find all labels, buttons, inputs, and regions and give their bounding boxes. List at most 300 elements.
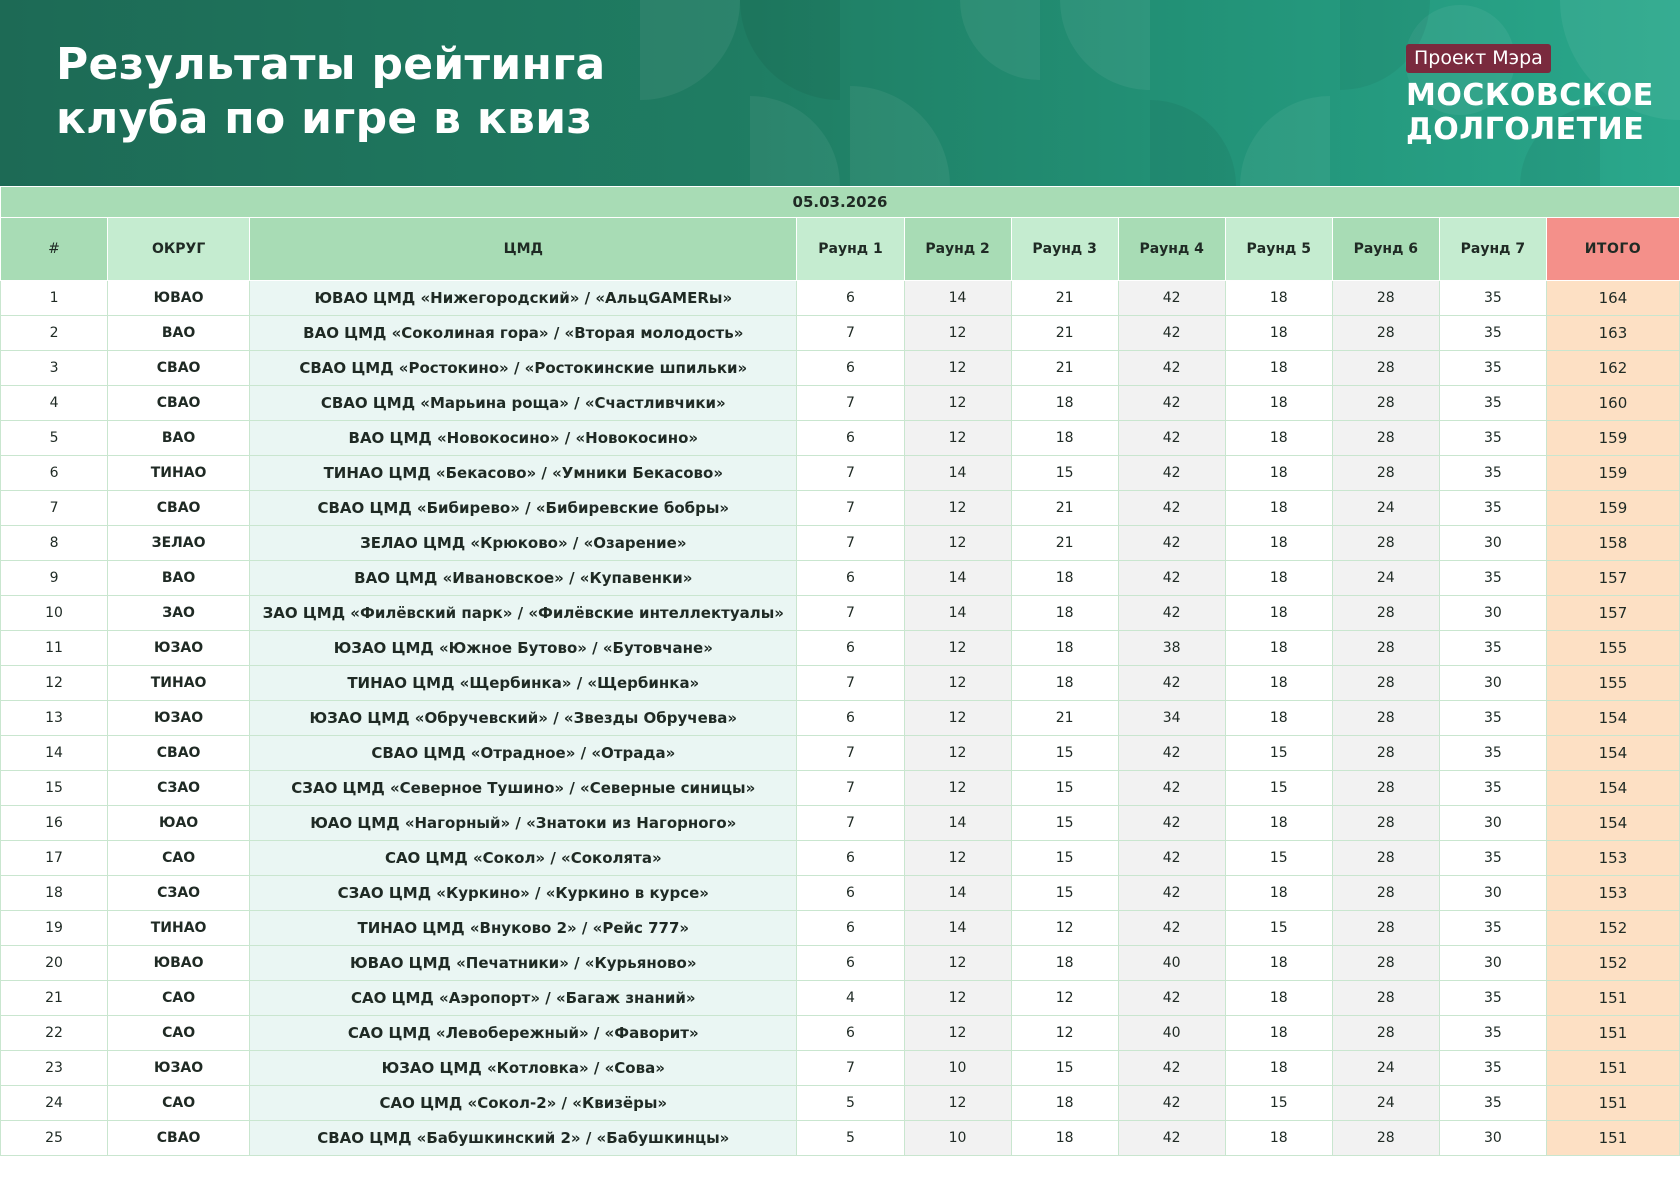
cell-round-5: 15: [1225, 771, 1332, 806]
cell-okrug: ЮЗАО: [108, 631, 250, 666]
cell-round-2: 14: [904, 806, 1011, 841]
cell-round-5: 18: [1225, 981, 1332, 1016]
cell-round-1: 7: [797, 736, 904, 771]
cell-round-4: 42: [1118, 561, 1225, 596]
cell-round-7: 35: [1439, 771, 1546, 806]
cell-total: 164: [1546, 281, 1679, 316]
cell-round-4: 42: [1118, 386, 1225, 421]
col-header-round-6: Раунд 6: [1332, 218, 1439, 281]
cell-round-4: 42: [1118, 351, 1225, 386]
cell-cmd: СВАО ЦМД «Бабушкинский 2» / «Бабушкинцы»: [250, 1121, 797, 1156]
cell-round-2: 12: [904, 386, 1011, 421]
cell-round-3: 18: [1011, 631, 1118, 666]
cell-round-5: 18: [1225, 561, 1332, 596]
cell-round-1: 7: [797, 316, 904, 351]
cell-round-3: 18: [1011, 1121, 1118, 1156]
cell-round-5: 18: [1225, 666, 1332, 701]
cell-round-4: 42: [1118, 1051, 1225, 1086]
cell-cmd: СВАО ЦМД «Марьина роща» / «Счастливчики»: [250, 386, 797, 421]
cell-round-6: 28: [1332, 1016, 1439, 1051]
header-banner: [0, 0, 1680, 186]
cell-cmd: ЮЗАО ЦМД «Обручевский» / «Звезды Обручева»: [250, 701, 797, 736]
cell-round-6: 24: [1332, 561, 1439, 596]
cell-round-4: 40: [1118, 1016, 1225, 1051]
cell-round-1: 7: [797, 666, 904, 701]
cell-num: 13: [1, 701, 108, 736]
cell-round-1: 6: [797, 841, 904, 876]
cell-num: 4: [1, 386, 108, 421]
cell-cmd: СЗАО ЦМД «Северное Тушино» / «Северные синицы»: [250, 771, 797, 806]
cell-total: 151: [1546, 981, 1679, 1016]
cell-round-4: 42: [1118, 666, 1225, 701]
table-row: [1, 596, 1680, 631]
cell-round-5: 18: [1225, 701, 1332, 736]
cell-round-2: 10: [904, 1121, 1011, 1156]
cell-total: 153: [1546, 841, 1679, 876]
cell-round-2: 12: [904, 316, 1011, 351]
cell-okrug: САО: [108, 1016, 250, 1051]
cell-round-1: 7: [797, 806, 904, 841]
cell-num: 1: [1, 281, 108, 316]
table-row: [1, 561, 1680, 596]
cell-round-4: 40: [1118, 946, 1225, 981]
cell-total: 158: [1546, 526, 1679, 561]
cell-okrug: ЗЕЛАО: [108, 526, 250, 561]
cell-okrug: СВАО: [108, 351, 250, 386]
cell-round-5: 18: [1225, 946, 1332, 981]
cell-round-4: 42: [1118, 806, 1225, 841]
cell-round-2: 12: [904, 351, 1011, 386]
cell-round-6: 28: [1332, 1121, 1439, 1156]
cell-okrug: СЗАО: [108, 876, 250, 911]
cell-round-4: 42: [1118, 911, 1225, 946]
cell-num: 10: [1, 596, 108, 631]
cell-round-7: 30: [1439, 946, 1546, 981]
cell-round-7: 35: [1439, 421, 1546, 456]
cell-num: 6: [1, 456, 108, 491]
cell-round-6: 28: [1332, 281, 1439, 316]
col-header-round-5: Раунд 5: [1225, 218, 1332, 281]
cell-num: 19: [1, 911, 108, 946]
cell-num: 25: [1, 1121, 108, 1156]
cell-okrug: СВАО: [108, 1121, 250, 1156]
cell-round-2: 14: [904, 456, 1011, 491]
cell-total: 154: [1546, 736, 1679, 771]
cell-round-1: 6: [797, 1016, 904, 1051]
cell-round-1: 6: [797, 561, 904, 596]
brand-line-2: ДОЛГОЛЕТИЕ: [1406, 112, 1645, 147]
cell-round-4: 42: [1118, 316, 1225, 351]
cell-round-5: 18: [1225, 876, 1332, 911]
cell-total: 154: [1546, 701, 1679, 736]
cell-round-5: 18: [1225, 526, 1332, 561]
cell-cmd: СВАО ЦМД «Бибирево» / «Бибиревские бобры»: [250, 491, 797, 526]
cell-okrug: СВАО: [108, 386, 250, 421]
col-header-total: ИТОГО: [1546, 218, 1679, 281]
cell-round-5: 18: [1225, 1051, 1332, 1086]
cell-round-3: 15: [1011, 841, 1118, 876]
cell-round-1: 5: [797, 1086, 904, 1121]
cell-round-6: 28: [1332, 736, 1439, 771]
cell-num: 11: [1, 631, 108, 666]
cell-round-5: 18: [1225, 456, 1332, 491]
cell-round-2: 14: [904, 281, 1011, 316]
page-title: [56, 38, 605, 146]
cell-round-1: 7: [797, 596, 904, 631]
cell-round-3: 15: [1011, 456, 1118, 491]
cell-total: 155: [1546, 666, 1679, 701]
table-row: [1, 316, 1680, 351]
cell-round-1: 4: [797, 981, 904, 1016]
cell-cmd: СЗАО ЦМД «Куркино» / «Куркино в курсе»: [250, 876, 797, 911]
cell-round-2: 10: [904, 1051, 1011, 1086]
table-row: [1, 491, 1680, 526]
title-line-2: клуба по игре в квиз: [56, 93, 593, 144]
table-row: [1, 981, 1680, 1016]
cell-round-3: 15: [1011, 876, 1118, 911]
cell-total: 152: [1546, 946, 1679, 981]
cell-total: 154: [1546, 806, 1679, 841]
brand-badge: Проект Мэра: [1406, 44, 1551, 73]
cell-total: 153: [1546, 876, 1679, 911]
cell-round-7: 30: [1439, 526, 1546, 561]
cell-round-3: 12: [1011, 981, 1118, 1016]
cell-round-1: 6: [797, 911, 904, 946]
cell-cmd: ТИНАО ЦМД «Внуково 2» / «Рейс 777»: [250, 911, 797, 946]
cell-cmd: ЗАО ЦМД «Филёвский парк» / «Филёвские интеллектуалы»: [250, 596, 797, 631]
cell-okrug: СВАО: [108, 491, 250, 526]
cell-round-7: 35: [1439, 491, 1546, 526]
cell-round-3: 12: [1011, 1016, 1118, 1051]
cell-round-5: 15: [1225, 736, 1332, 771]
cell-round-2: 14: [904, 596, 1011, 631]
cell-okrug: ЮЗАО: [108, 1051, 250, 1086]
cell-num: 8: [1, 526, 108, 561]
cell-round-7: 35: [1439, 561, 1546, 596]
cell-num: 21: [1, 981, 108, 1016]
table-row: [1, 946, 1680, 981]
cell-round-6: 28: [1332, 806, 1439, 841]
cell-cmd: ТИНАО ЦМД «Щербинка» / «Щербинка»: [250, 666, 797, 701]
table-row: [1, 631, 1680, 666]
cell-cmd: ТИНАО ЦМД «Бекасово» / «Умники Бекасово»: [250, 456, 797, 491]
cell-round-4: 42: [1118, 596, 1225, 631]
table-row: [1, 701, 1680, 736]
cell-round-3: 18: [1011, 386, 1118, 421]
title-line-1: Результаты рейтинга: [56, 39, 606, 90]
cell-round-6: 24: [1332, 1051, 1439, 1086]
cell-round-4: 34: [1118, 701, 1225, 736]
cell-round-3: 18: [1011, 561, 1118, 596]
cell-round-1: 7: [797, 1051, 904, 1086]
cell-round-5: 18: [1225, 281, 1332, 316]
col-header-num: #: [1, 218, 108, 281]
cell-round-4: 42: [1118, 876, 1225, 911]
cell-cmd: ВАО ЦМД «Новокосино» / «Новокосино»: [250, 421, 797, 456]
cell-okrug: ТИНАО: [108, 666, 250, 701]
cell-round-3: 18: [1011, 596, 1118, 631]
cell-okrug: ЮВАО: [108, 281, 250, 316]
cell-round-4: 42: [1118, 771, 1225, 806]
cell-round-3: 21: [1011, 351, 1118, 386]
table-row: [1, 876, 1680, 911]
cell-round-6: 24: [1332, 491, 1439, 526]
cell-round-7: 35: [1439, 841, 1546, 876]
cell-total: 159: [1546, 491, 1679, 526]
cell-round-7: 35: [1439, 701, 1546, 736]
cell-round-5: 18: [1225, 491, 1332, 526]
cell-num: 17: [1, 841, 108, 876]
cell-round-5: 18: [1225, 631, 1332, 666]
table-row: [1, 1016, 1680, 1051]
cell-round-2: 12: [904, 946, 1011, 981]
cell-round-4: 42: [1118, 456, 1225, 491]
cell-round-1: 6: [797, 631, 904, 666]
cell-cmd: ЮЗАО ЦМД «Южное Бутово» / «Бутовчане»: [250, 631, 797, 666]
cell-round-5: 18: [1225, 1016, 1332, 1051]
brand-logo: [1406, 44, 1654, 147]
cell-total: 151: [1546, 1086, 1679, 1121]
table-row: [1, 386, 1680, 421]
cell-round-1: 6: [797, 351, 904, 386]
cell-total: 159: [1546, 456, 1679, 491]
cell-round-3: 15: [1011, 736, 1118, 771]
cell-okrug: ВАО: [108, 561, 250, 596]
cell-round-6: 28: [1332, 351, 1439, 386]
cell-round-7: 35: [1439, 316, 1546, 351]
cell-round-7: 35: [1439, 1016, 1546, 1051]
cell-round-6: 28: [1332, 421, 1439, 456]
cell-round-3: 21: [1011, 316, 1118, 351]
cell-num: 9: [1, 561, 108, 596]
cell-round-3: 18: [1011, 421, 1118, 456]
table-row: [1, 351, 1680, 386]
cell-round-3: 21: [1011, 491, 1118, 526]
cell-round-2: 12: [904, 491, 1011, 526]
table-row: [1, 736, 1680, 771]
cell-round-2: 12: [904, 771, 1011, 806]
cell-round-5: 15: [1225, 1086, 1332, 1121]
table-row: [1, 1086, 1680, 1121]
cell-total: 151: [1546, 1016, 1679, 1051]
col-header-round-3: Раунд 3: [1011, 218, 1118, 281]
cell-round-1: 5: [797, 1121, 904, 1156]
cell-num: 23: [1, 1051, 108, 1086]
cell-round-5: 18: [1225, 806, 1332, 841]
cell-round-7: 30: [1439, 876, 1546, 911]
table-row: [1, 421, 1680, 456]
cell-round-4: 42: [1118, 491, 1225, 526]
table-body: [1, 281, 1680, 1156]
cell-round-5: 15: [1225, 911, 1332, 946]
cell-round-5: 18: [1225, 421, 1332, 456]
cell-round-7: 35: [1439, 631, 1546, 666]
results-table: [0, 186, 1680, 1156]
cell-round-2: 12: [904, 421, 1011, 456]
cell-round-2: 12: [904, 1086, 1011, 1121]
cell-okrug: СВАО: [108, 736, 250, 771]
cell-round-6: 28: [1332, 631, 1439, 666]
col-header-round-2: Раунд 2: [904, 218, 1011, 281]
cell-round-6: 28: [1332, 596, 1439, 631]
cell-total: 151: [1546, 1051, 1679, 1086]
cell-cmd: САО ЦМД «Левобережный» / «Фаворит»: [250, 1016, 797, 1051]
cell-cmd: ВАО ЦМД «Соколиная гора» / «Вторая молодость»: [250, 316, 797, 351]
cell-round-5: 18: [1225, 316, 1332, 351]
cell-round-1: 6: [797, 421, 904, 456]
table-row: [1, 806, 1680, 841]
table-row: [1, 1121, 1680, 1156]
cell-round-7: 30: [1439, 1121, 1546, 1156]
cell-round-1: 6: [797, 876, 904, 911]
cell-okrug: САО: [108, 1086, 250, 1121]
cell-round-2: 12: [904, 981, 1011, 1016]
cell-num: 12: [1, 666, 108, 701]
cell-round-7: 30: [1439, 666, 1546, 701]
col-header-cmd: ЦМД: [250, 218, 797, 281]
cell-okrug: ЮАО: [108, 806, 250, 841]
cell-okrug: ЮВАО: [108, 946, 250, 981]
cell-round-6: 28: [1332, 666, 1439, 701]
cell-okrug: ВАО: [108, 316, 250, 351]
cell-total: 159: [1546, 421, 1679, 456]
cell-round-5: 18: [1225, 386, 1332, 421]
cell-round-6: 28: [1332, 946, 1439, 981]
cell-round-2: 12: [904, 666, 1011, 701]
cell-round-7: 35: [1439, 351, 1546, 386]
cell-num: 5: [1, 421, 108, 456]
cell-total: 157: [1546, 596, 1679, 631]
cell-round-2: 14: [904, 911, 1011, 946]
cell-round-3: 21: [1011, 281, 1118, 316]
cell-cmd: СВАО ЦМД «Ростокино» / «Ростокинские шпильки»: [250, 351, 797, 386]
cell-round-6: 28: [1332, 316, 1439, 351]
cell-round-7: 35: [1439, 281, 1546, 316]
cell-round-4: 42: [1118, 1086, 1225, 1121]
cell-round-1: 6: [797, 946, 904, 981]
cell-round-3: 21: [1011, 701, 1118, 736]
cell-num: 7: [1, 491, 108, 526]
cell-total: 154: [1546, 771, 1679, 806]
cell-total: 162: [1546, 351, 1679, 386]
cell-round-1: 7: [797, 456, 904, 491]
cell-round-4: 38: [1118, 631, 1225, 666]
cell-round-4: 42: [1118, 736, 1225, 771]
cell-cmd: ЮЗАО ЦМД «Котловка» / «Сова»: [250, 1051, 797, 1086]
cell-round-4: 42: [1118, 1121, 1225, 1156]
cell-okrug: ЮЗАО: [108, 701, 250, 736]
cell-okrug: ТИНАО: [108, 911, 250, 946]
col-header-okrug: ОКРУГ: [108, 218, 250, 281]
cell-round-7: 35: [1439, 1051, 1546, 1086]
cell-round-6: 28: [1332, 841, 1439, 876]
col-header-round-4: Раунд 4: [1118, 218, 1225, 281]
cell-round-7: 35: [1439, 456, 1546, 491]
cell-round-5: 18: [1225, 351, 1332, 386]
cell-total: 163: [1546, 316, 1679, 351]
cell-round-1: 6: [797, 281, 904, 316]
cell-round-6: 28: [1332, 876, 1439, 911]
cell-round-7: 35: [1439, 981, 1546, 1016]
cell-num: 2: [1, 316, 108, 351]
cell-round-7: 35: [1439, 911, 1546, 946]
table-row: [1, 456, 1680, 491]
cell-num: 16: [1, 806, 108, 841]
cell-num: 20: [1, 946, 108, 981]
cell-round-2: 14: [904, 876, 1011, 911]
brand-line-1: МОСКОВСКОЕ: [1406, 78, 1654, 113]
cell-round-1: 7: [797, 386, 904, 421]
cell-round-4: 42: [1118, 841, 1225, 876]
table-row: [1, 666, 1680, 701]
cell-num: 24: [1, 1086, 108, 1121]
cell-round-3: 18: [1011, 946, 1118, 981]
cell-cmd: САО ЦМД «Сокол» / «Соколята»: [250, 841, 797, 876]
cell-cmd: ЮВАО ЦМД «Нижегородский» / «АльцGAMERы»: [250, 281, 797, 316]
cell-round-5: 18: [1225, 1121, 1332, 1156]
cell-round-7: 35: [1439, 386, 1546, 421]
cell-num: 22: [1, 1016, 108, 1051]
cell-total: 155: [1546, 631, 1679, 666]
cell-round-6: 28: [1332, 911, 1439, 946]
cell-round-7: 35: [1439, 1086, 1546, 1121]
cell-okrug: ТИНАО: [108, 456, 250, 491]
cell-round-6: 28: [1332, 701, 1439, 736]
table-row: [1, 526, 1680, 561]
table-row: [1, 1051, 1680, 1086]
cell-total: 160: [1546, 386, 1679, 421]
cell-cmd: ЮВАО ЦМД «Печатники» / «Курьяново»: [250, 946, 797, 981]
cell-round-3: 15: [1011, 771, 1118, 806]
cell-round-3: 15: [1011, 1051, 1118, 1086]
cell-round-1: 7: [797, 771, 904, 806]
cell-cmd: ЮАО ЦМД «Нагорный» / «Знатоки из Нагорного»: [250, 806, 797, 841]
cell-num: 18: [1, 876, 108, 911]
cell-round-6: 28: [1332, 771, 1439, 806]
cell-round-6: 28: [1332, 386, 1439, 421]
table-row: [1, 911, 1680, 946]
cell-total: 157: [1546, 561, 1679, 596]
cell-round-4: 42: [1118, 526, 1225, 561]
cell-round-4: 42: [1118, 281, 1225, 316]
cell-round-3: 18: [1011, 1086, 1118, 1121]
cell-round-2: 12: [904, 526, 1011, 561]
table-date: 05.03.2026: [1, 187, 1680, 218]
cell-total: 151: [1546, 1121, 1679, 1156]
cell-round-2: 12: [904, 701, 1011, 736]
table-row: [1, 841, 1680, 876]
cell-round-7: 30: [1439, 806, 1546, 841]
cell-round-4: 42: [1118, 421, 1225, 456]
cell-round-2: 12: [904, 1016, 1011, 1051]
cell-okrug: ВАО: [108, 421, 250, 456]
cell-cmd: САО ЦМД «Сокол-2» / «Квизёры»: [250, 1086, 797, 1121]
cell-num: 14: [1, 736, 108, 771]
cell-round-2: 12: [904, 736, 1011, 771]
cell-round-2: 12: [904, 841, 1011, 876]
cell-round-6: 28: [1332, 526, 1439, 561]
cell-round-6: 24: [1332, 1086, 1439, 1121]
cell-okrug: САО: [108, 981, 250, 1016]
cell-round-2: 12: [904, 631, 1011, 666]
cell-round-3: 12: [1011, 911, 1118, 946]
cell-round-5: 18: [1225, 596, 1332, 631]
cell-round-2: 14: [904, 561, 1011, 596]
cell-num: 3: [1, 351, 108, 386]
cell-num: 15: [1, 771, 108, 806]
cell-cmd: ЗЕЛАО ЦМД «Крюково» / «Озарение»: [250, 526, 797, 561]
table-row: [1, 771, 1680, 806]
